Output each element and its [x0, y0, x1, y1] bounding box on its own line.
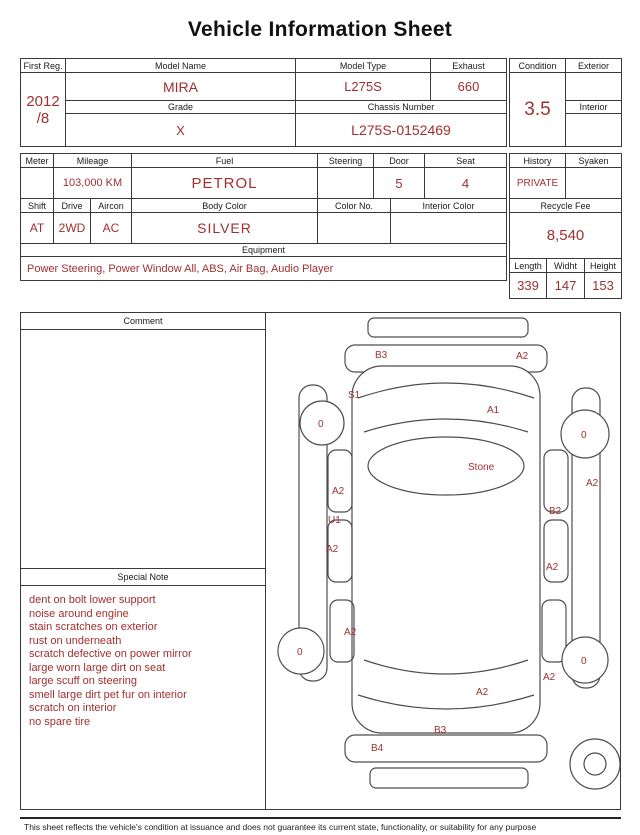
- footer-disclaimer: This sheet reflects the vehicle's condition at issuance and does not guarantee its current state, functionality, or suitability for any purpose: [24, 822, 537, 832]
- special-note-item: scratch defective on power mirror: [29, 648, 192, 660]
- special-note-header: Special Note: [21, 569, 265, 586]
- first-reg-month: /8: [36, 109, 50, 127]
- damage-label-a2: A2: [543, 672, 556, 683]
- aircon-label: Aircon: [91, 199, 132, 213]
- registration-table: [20, 58, 507, 147]
- damage-label-s1: S1: [348, 390, 361, 401]
- grade-label: Grade: [66, 101, 296, 114]
- specs-table-top: [20, 153, 507, 199]
- drive-value: 2WD: [54, 213, 91, 244]
- interior-label: Interior: [566, 101, 622, 114]
- syaken-value: [566, 168, 622, 199]
- exhaust-label: Exhaust: [431, 59, 507, 73]
- damage-label-b4: B4: [371, 743, 384, 754]
- width-value: 147: [547, 273, 585, 299]
- left-door-panel-1: [328, 450, 352, 512]
- damage-label-a2: A2: [476, 687, 489, 698]
- special-note-item: no spare tire: [29, 715, 91, 728]
- recycle-fee-value: 8,540: [510, 213, 622, 259]
- history-label: History: [510, 154, 566, 168]
- spare-tire: [570, 739, 620, 789]
- grade-value: X: [66, 114, 296, 147]
- damage-label-0: 0: [297, 647, 303, 658]
- damage-label-stone: Stone: [468, 462, 495, 473]
- exterior-grade: [566, 73, 622, 101]
- height-label: Height: [585, 259, 622, 273]
- model-type-value: L275S: [296, 73, 431, 101]
- page-title: Vehicle Information Sheet: [187, 18, 453, 41]
- special-note-item: large scuff on steering: [29, 675, 138, 687]
- chassis-number-label: Chassis Number: [296, 101, 507, 114]
- special-note-list: [21, 586, 265, 729]
- steering-label: Steering: [318, 154, 374, 168]
- fuel-label: Fuel: [132, 154, 318, 168]
- first-reg-value: [21, 73, 66, 147]
- first-reg-year: 2012: [26, 92, 60, 110]
- footer-divider: [20, 817, 621, 819]
- equipment-table: [20, 243, 507, 281]
- steering-value: [318, 168, 374, 199]
- condition-table: [509, 58, 622, 147]
- body-color-value: SILVER: [132, 213, 318, 244]
- special-note-item: smell large dirt pet fur on interior: [29, 688, 187, 701]
- special-note-item: large worn large dirt on seat: [29, 661, 166, 674]
- shift-value: AT: [21, 213, 54, 244]
- special-note-item: scratch on interior: [29, 702, 117, 714]
- seat-label: Seat: [425, 154, 507, 168]
- special-note-item: rust on underneath: [29, 634, 122, 647]
- damage-label-a1: A1: [487, 405, 500, 416]
- comment-header: Comment: [21, 313, 265, 330]
- width-label: Widht: [547, 259, 585, 273]
- roof-top-bar: [368, 318, 528, 337]
- equipment-label: Equipment: [21, 244, 507, 257]
- special-note-item: noise around engine: [29, 607, 129, 620]
- dimensions-table: [509, 258, 622, 299]
- exterior-label: Exterior: [566, 59, 622, 73]
- left-column: [21, 313, 266, 809]
- rear-bottom-bar: [370, 768, 528, 788]
- recycle-fee-label: Recycle Fee: [510, 199, 622, 213]
- damage-label-a2: A2: [344, 627, 357, 638]
- interior-color-value: [391, 213, 507, 244]
- damage-label-0: 0: [581, 430, 587, 441]
- first-reg-label: First Reg.: [21, 59, 66, 73]
- special-note-item: stain scratches on exterior: [29, 621, 158, 633]
- mileage-value: 103,000 KM: [54, 168, 132, 199]
- damage-label-0: 0: [318, 419, 324, 430]
- condition-score: 3.5: [510, 73, 566, 147]
- door-label: Door: [374, 154, 425, 168]
- car-diagram: [268, 314, 624, 806]
- damage-label-b3: B3: [434, 725, 447, 736]
- aircon-value: AC: [91, 213, 132, 244]
- seat-value: 4: [425, 168, 507, 199]
- model-name-label: Model Name: [66, 59, 296, 73]
- damage-label-u1: U1: [328, 515, 341, 526]
- comment-body: [21, 330, 265, 569]
- history-value: PRIVATE: [510, 168, 566, 199]
- damage-label-a2: A2: [516, 351, 529, 362]
- damage-label-a2: A2: [326, 544, 339, 555]
- damage-label-b2: B2: [549, 506, 562, 517]
- history-table: [509, 153, 622, 259]
- special-note-item: dent on bolt lower support: [29, 594, 156, 606]
- right-door-panel-3: [542, 600, 566, 662]
- drive-label: Drive: [54, 199, 91, 213]
- shift-label: Shift: [21, 199, 54, 213]
- chassis-number-value: L275S-0152469: [296, 114, 507, 147]
- fuel-value: PETROL: [132, 168, 318, 199]
- interior-color-label: Interior Color: [391, 199, 507, 213]
- length-label: Length: [510, 259, 547, 273]
- meter-value: [21, 168, 54, 199]
- meter-label: Meter: [21, 154, 54, 168]
- equipment-value: Power Steering, Power Window All, ABS, Air Bag, Audio Player: [21, 257, 507, 281]
- car-body-outline: [352, 366, 540, 733]
- body-color-label: Body Color: [132, 199, 318, 213]
- color-no-value: [318, 213, 391, 244]
- model-name-value: MIRA: [66, 73, 296, 101]
- model-type-label: Model Type: [296, 59, 431, 73]
- interior-grade: [566, 114, 622, 147]
- color-no-label: Color No.: [318, 199, 391, 213]
- door-value: 5: [374, 168, 425, 199]
- exhaust-value: 660: [431, 73, 507, 101]
- syaken-label: Syaken: [566, 154, 622, 168]
- length-value: 339: [510, 273, 547, 299]
- right-door-panel-1: [544, 450, 568, 512]
- condition-label: Condition: [510, 59, 566, 73]
- damage-label-a2: A2: [332, 486, 345, 497]
- mileage-label: Mileage: [54, 154, 132, 168]
- height-value: 153: [585, 273, 622, 299]
- damage-label-a2: A2: [546, 562, 559, 573]
- specs-table-middle: [20, 198, 507, 244]
- damage-label-0: 0: [581, 656, 587, 667]
- damage-label-b3: B3: [375, 350, 388, 361]
- damage-label-a2: A2: [586, 478, 599, 489]
